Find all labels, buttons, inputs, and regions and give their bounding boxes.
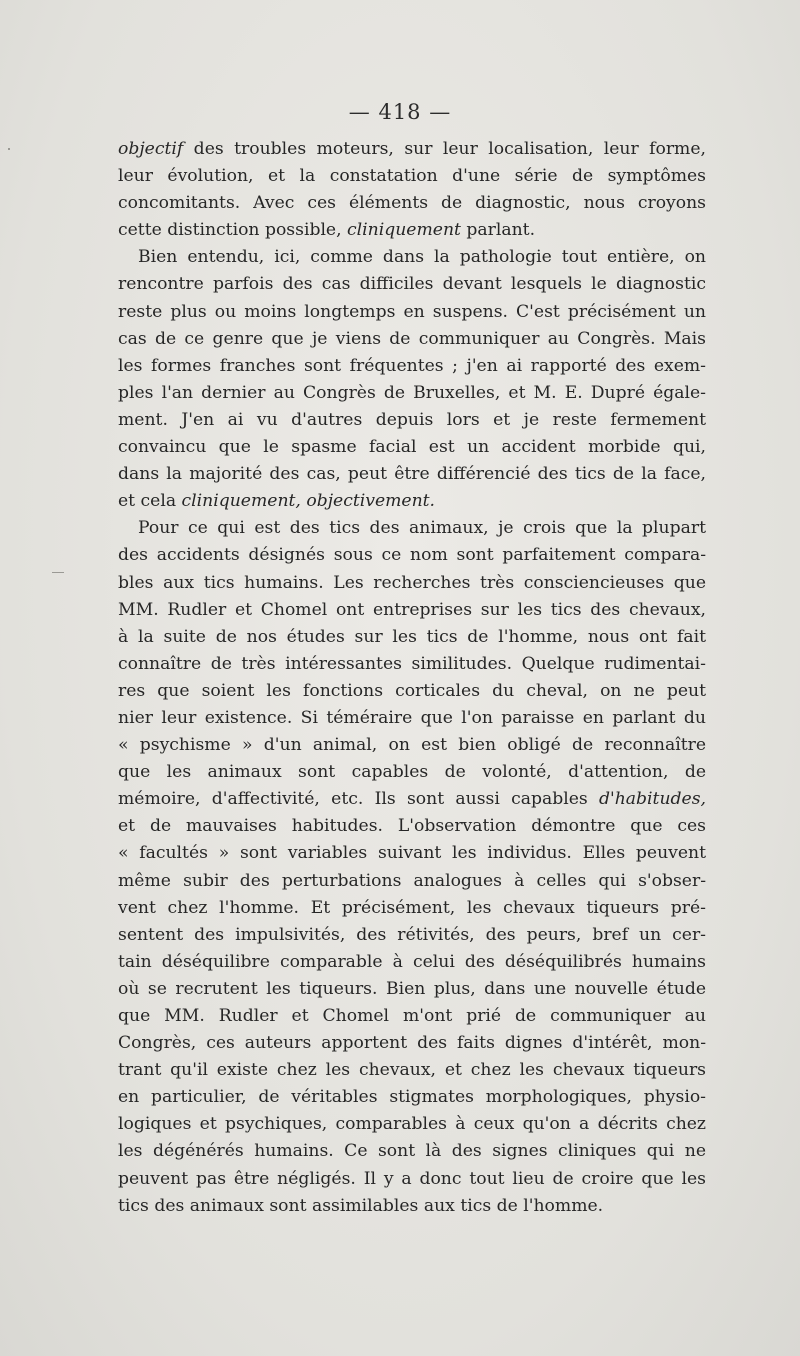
- text-run: « psychisme » d'un animal, on est bien obligé de reconnaître: [118, 735, 706, 756]
- text-run: tics des animaux sont assimilables aux tics de l'homme.: [118, 1195, 604, 1216]
- text-run: concomitants. Avec ces éléments de diagnostic, nous croyons: [118, 193, 706, 214]
- text-line: [118, 597, 706, 624]
- text-run: mémoire, d'affectivité, etc. Ils sont aussi capables: [118, 789, 600, 810]
- text-line: [118, 732, 706, 759]
- text-run: que les animaux sont capables de volonté, d'attention, de: [118, 762, 706, 783]
- text-line: [118, 163, 706, 190]
- text-line: [118, 407, 706, 434]
- text-run: parlant.: [460, 220, 536, 241]
- text-run: ples l'an dernier au Congrès de Bruxelles, et M. E. Dupré égale-: [118, 382, 706, 403]
- text-run: ment. J'en ai vu d'autres depuis lors et je reste fermement: [118, 409, 706, 430]
- text-line: [118, 678, 706, 705]
- text-run: et de mauvaises habitudes. L'observation démontre que ces: [118, 816, 706, 837]
- text-run: à la suite de nos études sur les tics de l'homme, nous ont fait: [118, 626, 706, 647]
- text-line: [118, 786, 706, 813]
- italic-text: cliniquement, objectivement.: [181, 491, 436, 512]
- text-line: [118, 1111, 706, 1138]
- text-line: [118, 1084, 706, 1111]
- text-run: nier leur existence. Si téméraire que l'on paraisse en parlant du: [118, 707, 706, 728]
- text-line: [118, 326, 706, 353]
- text-run: que MM. Rudler et Chomel m'ont prié de communiquer au: [118, 1006, 706, 1026]
- text-line: [118, 136, 706, 163]
- text-line: [118, 461, 706, 488]
- text-run: MM. Rudler et Chomel ont entreprises sur les tics des chevaux,: [118, 599, 706, 620]
- text-run: les dégénérés humains. Ce sont là des signes cliniques qui ne: [118, 1141, 706, 1162]
- text-line: [118, 1003, 706, 1030]
- text-run: en particulier, de véritables stigmates morphologiques, physio-: [118, 1087, 706, 1108]
- text-run: Congrès, ces auteurs apportent des faits dignes d'intérêt, mon-: [118, 1033, 706, 1054]
- text-line: [118, 542, 706, 569]
- text-run: des troubles moteurs, sur leur localisation, leur forme,: [183, 139, 706, 159]
- text-run: connaître de très intéressantes similitudes. Quelque rudimentai-: [118, 653, 706, 674]
- text-run: sentent des impulsivités, des rétivités, des peurs, bref un cer-: [118, 924, 706, 945]
- text-line: [118, 949, 706, 976]
- text-line: [118, 705, 706, 732]
- text-line: [118, 895, 706, 922]
- text-run: peuvent pas être négligés. Il y a donc tout lieu de croire que les: [118, 1168, 706, 1189]
- text-line: [118, 190, 706, 217]
- text-run: bles aux tics humains. Les recherches très consciencieuses que: [118, 572, 706, 593]
- text-line: [118, 217, 706, 244]
- text-run: Pour ce qui est des tics des animaux, je crois que la plupart: [138, 518, 706, 539]
- text-run: « facultés » sont variables suivant les individus. Elles peuvent: [118, 843, 706, 864]
- text-line: [118, 1030, 706, 1057]
- text-line: [118, 380, 706, 407]
- text-line: [118, 434, 706, 461]
- italic-text: cliniquement: [347, 220, 461, 241]
- text-line: [118, 922, 706, 949]
- text-run: vent chez l'homme. Et précisément, les chevaux tiqueurs pré-: [118, 897, 706, 918]
- text-line: [118, 244, 706, 271]
- text-run: reste plus ou moins longtemps en suspens. C'est précisément un: [118, 301, 706, 322]
- text-line: [118, 570, 706, 597]
- text-line: [118, 515, 706, 542]
- text-line: [118, 624, 706, 651]
- text-line: [118, 868, 706, 895]
- page-number: — 418 —: [348, 100, 452, 124]
- text-line: [118, 759, 706, 786]
- margin-tick: [8, 148, 10, 150]
- text-run: trant qu'il existe chez les chevaux, et chez les chevaux tiqueurs: [118, 1060, 706, 1081]
- text-line: [118, 299, 706, 326]
- text-run: cas de ce genre que je viens de communiquer au Congrès. Mais: [118, 328, 706, 349]
- text-run: cette distinction possible,: [118, 220, 348, 241]
- italic-text: objectif: [118, 139, 184, 159]
- text-run: convaincu que le spasme facial est un accident morbide qui,: [118, 437, 706, 458]
- text-run: logiques et psychiques, comparables à ceux qu'on a décrits chez: [118, 1114, 706, 1135]
- text-line: [118, 840, 706, 867]
- text-line: [118, 813, 706, 840]
- text-line: [118, 488, 706, 515]
- text-line: [118, 1193, 706, 1220]
- text-run: les formes franches sont fréquentes ; j'en ai rapporté des exem-: [118, 355, 706, 376]
- text-line: [118, 1138, 706, 1165]
- body-text: [118, 136, 706, 1220]
- text-run: rencontre parfois des cas difficiles devant lesquels le diagnostic: [118, 274, 706, 295]
- text-line: [118, 976, 706, 1003]
- text-line: [118, 271, 706, 298]
- margin-mark: [52, 572, 64, 573]
- text-line: [118, 1057, 706, 1084]
- text-run: res que soient les fonctions corticales du cheval, on ne peut: [118, 680, 706, 701]
- text-run: Bien entendu, ici, comme dans la pathologie tout entière, on: [138, 247, 706, 268]
- italic-text: d'habitudes,: [599, 789, 706, 810]
- text-line: [118, 1166, 706, 1193]
- text-run: même subir des perturbations analogues à celles qui s'obser-: [118, 870, 706, 891]
- text-run: des accidents désignés sous ce nom sont parfaitement compara-: [118, 545, 706, 566]
- text-line: [118, 651, 706, 678]
- text-line: [118, 353, 706, 380]
- text-run: leur évolution, et la constatation d'une série de symptômes: [118, 166, 706, 187]
- text-run: où se recrutent les tiqueurs. Bien plus, dans une nouvelle étude: [118, 978, 706, 999]
- text-run: tain déséquilibre comparable à celui des déséquilibrés humains: [118, 951, 706, 972]
- text-run: et cela: [118, 491, 182, 512]
- text-run: dans la majorité des cas, peut être différencié des tics de la face,: [118, 464, 706, 485]
